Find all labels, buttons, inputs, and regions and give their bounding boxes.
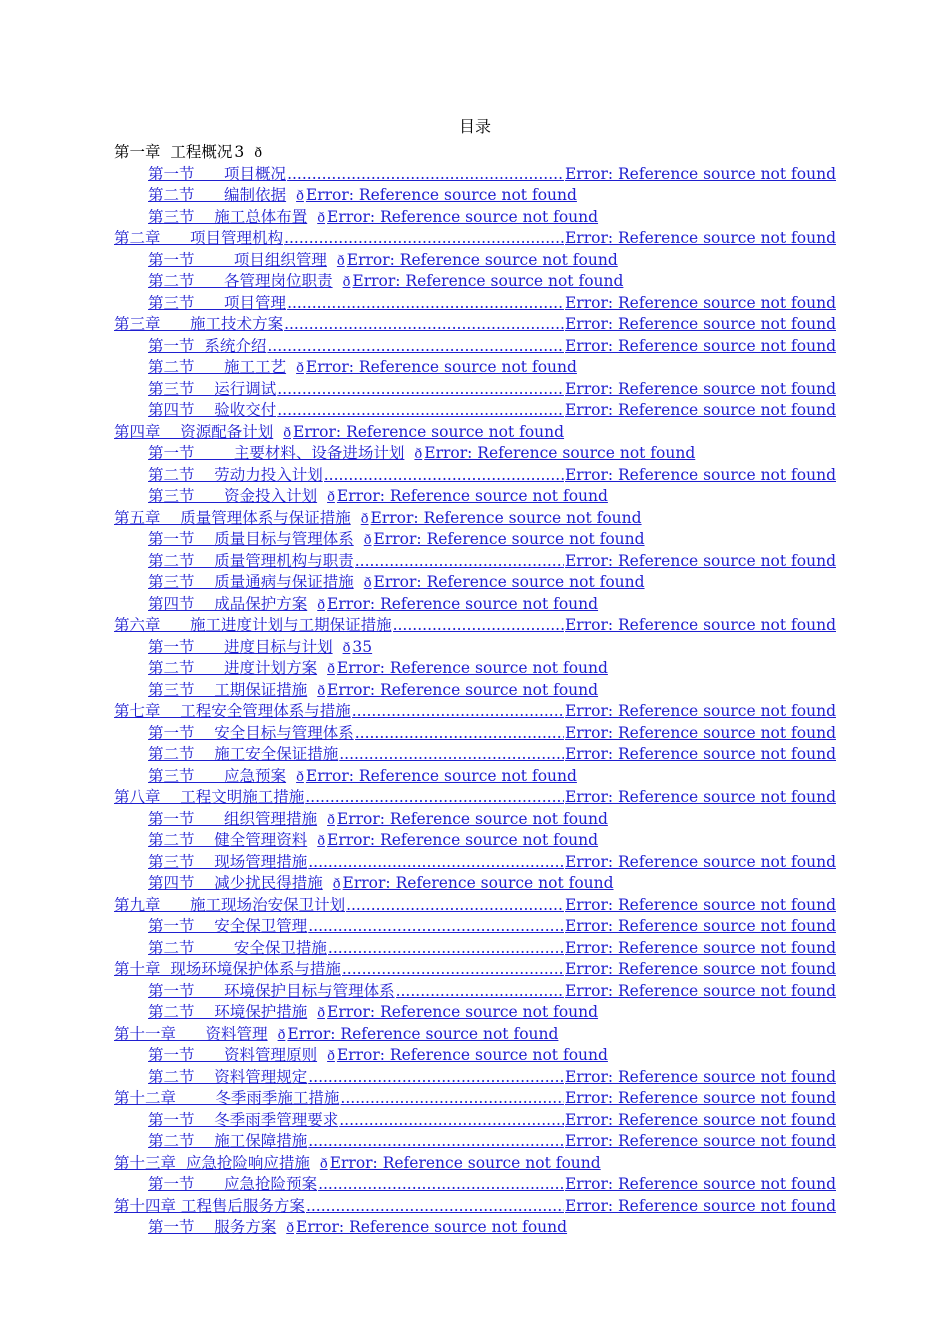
toc-entry-label: 第十二章 冬季雨季施工措施 bbox=[114, 1089, 340, 1107]
toc-section-entry[interactable] bbox=[114, 1217, 836, 1239]
toc-section-entry[interactable] bbox=[114, 336, 836, 358]
toc-page-ref: Error: Reference source not found bbox=[305, 358, 577, 376]
toc-page-ref: Error: Reference source not found bbox=[293, 422, 565, 441]
toc-section-entry[interactable] bbox=[114, 680, 836, 702]
toc-section-entry[interactable] bbox=[114, 465, 836, 487]
toc-dot-leader bbox=[339, 744, 564, 766]
toc-entry-label: 第二节 施工工艺 bbox=[148, 358, 287, 376]
toc-entry-label: 第三节 施工总体布置 bbox=[148, 207, 308, 226]
toc-dot-leader bbox=[308, 852, 564, 874]
toc-dot-leader bbox=[306, 1196, 564, 1218]
toc-dot-leader bbox=[308, 1131, 564, 1153]
toc-page-ref: Error: Reference source not found bbox=[564, 551, 836, 570]
toc-page-ref: Error: Reference source not found bbox=[564, 723, 836, 742]
toc-section-entry[interactable] bbox=[114, 852, 836, 874]
toc-entry-label: 第一节 安全保卫管理 bbox=[148, 917, 308, 935]
toc-field-marker: ð bbox=[327, 812, 335, 828]
toc-field-marker: ð bbox=[296, 361, 304, 376]
toc-page-ref: Error: Reference source not found bbox=[564, 702, 836, 720]
toc-dot-leader bbox=[284, 228, 564, 250]
toc-entry-label: 第一节 项目组织管理 bbox=[148, 250, 327, 269]
toc-entry-label: 第一节 服务方案 bbox=[148, 1218, 277, 1236]
toc-entry-label: 第四节 减少扰民得措施 bbox=[148, 874, 323, 892]
toc-field-marker: ð bbox=[317, 1006, 326, 1021]
toc-entry-label: 第一节 环境保护目标与管理体系 bbox=[148, 981, 395, 1000]
toc-field-marker: ð bbox=[327, 662, 335, 677]
toc-section-entry[interactable] bbox=[114, 981, 836, 1003]
toc-field-marker: ð bbox=[336, 253, 345, 269]
toc-entry-label: 第一节 进度目标与计划 bbox=[148, 637, 333, 656]
toc-page-ref: Error: Reference source not found bbox=[564, 745, 836, 763]
toc-entry-label: 第三节 质量通病与保证措施 bbox=[148, 573, 354, 591]
toc-entry-label: 第三章 施工技术方案 bbox=[114, 315, 284, 333]
toc-section-entry[interactable] bbox=[114, 1045, 836, 1067]
toc-entry-label: 第三节 应急预案 bbox=[148, 766, 287, 785]
toc-entry-label: 第二节 施工保障措施 bbox=[148, 1132, 308, 1150]
toc-page-ref: Error: Reference source not found bbox=[564, 1067, 836, 1086]
toc-chapter-entry[interactable] bbox=[114, 615, 836, 637]
toc-chapter-entry[interactable] bbox=[114, 1153, 836, 1175]
toc-page-ref: Error: Reference source not found bbox=[564, 981, 836, 1000]
toc-chapter-entry[interactable] bbox=[114, 1088, 836, 1110]
toc-chapter-entry[interactable] bbox=[114, 701, 836, 723]
toc-page-ref: Error: Reference source not found bbox=[564, 852, 836, 871]
toc-field-marker: ð bbox=[332, 877, 341, 892]
toc-field-marker: ð bbox=[319, 1156, 328, 1172]
toc-entry-label: 第三节 工期保证措施 bbox=[148, 680, 308, 699]
toc-dot-leader bbox=[318, 1174, 564, 1196]
toc-page-ref: Error: Reference source not found bbox=[564, 1132, 836, 1150]
toc-page-ref: Error: Reference source not found bbox=[373, 530, 645, 548]
toc-entry-label: 第一节 冬季雨季管理要求 bbox=[148, 1110, 339, 1129]
toc-section-entry[interactable] bbox=[114, 1174, 836, 1196]
toc-section-entry[interactable] bbox=[114, 766, 836, 788]
toc-section-entry[interactable] bbox=[114, 744, 836, 766]
toc-page-ref: Error: Reference source not found bbox=[564, 336, 836, 355]
toc-field-marker: ð bbox=[414, 447, 423, 462]
toc-page-ref: Error: Reference source not found bbox=[564, 465, 836, 484]
toc-section-entry[interactable] bbox=[114, 379, 836, 401]
toc-dot-leader bbox=[324, 465, 564, 487]
toc-dot-leader bbox=[287, 293, 564, 315]
toc-field-marker: ð bbox=[286, 1221, 295, 1236]
toc-section-entry[interactable] bbox=[114, 658, 836, 680]
toc-dot-leader bbox=[355, 723, 564, 745]
toc-page-ref: Error: Reference source not found bbox=[296, 1218, 568, 1236]
toc-page-ref: 35 bbox=[352, 637, 373, 656]
toc-page-ref: Error: Reference source not found bbox=[287, 1024, 559, 1043]
toc-field-marker: ð bbox=[317, 597, 326, 613]
toc-field-marker: ð bbox=[342, 275, 351, 290]
toc-section-entry[interactable] bbox=[114, 594, 836, 616]
toc-dot-leader bbox=[396, 981, 564, 1003]
toc-dot-leader bbox=[393, 615, 564, 637]
toc-page-ref: Error: Reference source not found bbox=[564, 379, 836, 398]
toc-field-marker: ð bbox=[283, 425, 292, 441]
toc-section-entry[interactable] bbox=[114, 809, 836, 831]
toc-section-entry[interactable] bbox=[114, 1067, 836, 1089]
toc-page-ref: Error: Reference source not found bbox=[336, 659, 608, 677]
toc-dot-leader bbox=[305, 787, 564, 809]
toc-page-ref: Error: Reference source not found bbox=[370, 508, 642, 527]
toc-entry-label: 第一节 应急抢险预案 bbox=[148, 1175, 318, 1193]
toc-page-ref: Error: Reference source not found bbox=[305, 186, 577, 204]
toc-section-entry[interactable] bbox=[114, 529, 836, 551]
toc-dot-leader bbox=[328, 938, 564, 960]
toc-dot-leader bbox=[352, 701, 564, 723]
toc-page-ref: Error: Reference source not found bbox=[564, 315, 836, 333]
toc-field-marker: ð bbox=[317, 683, 326, 699]
toc-dot-leader bbox=[339, 1110, 564, 1132]
toc-chapter-entry[interactable] bbox=[114, 422, 836, 444]
toc-section-entry[interactable] bbox=[114, 1002, 836, 1024]
toc-dot-leader bbox=[277, 379, 564, 401]
toc-entry-label: 第二节 劳动力投入计划 bbox=[148, 465, 323, 484]
toc-page-ref: Error: Reference source not found bbox=[564, 1175, 836, 1193]
toc-entry-label: 第三节 资金投入计划 bbox=[148, 487, 318, 505]
toc-page-ref: Error: Reference source not found bbox=[342, 874, 614, 892]
toc-page-ref: Error: Reference source not found bbox=[305, 766, 577, 785]
toc-entry-label: 第四节 成品保护方案 bbox=[148, 594, 308, 613]
toc-page-ref: Error: Reference source not found bbox=[564, 1196, 836, 1215]
toc-section-entry[interactable] bbox=[114, 572, 836, 594]
toc-section-entry[interactable] bbox=[114, 271, 836, 293]
toc-field-marker: ð bbox=[360, 511, 369, 527]
toc-entry-label: 第六章 施工进度计划与工期保证措施 bbox=[114, 616, 392, 634]
toc-page-ref: Error: Reference source not found bbox=[564, 293, 836, 312]
toc-section-entry[interactable] bbox=[114, 164, 836, 186]
toc-field-marker: ð bbox=[363, 576, 372, 591]
toc-page-ref: Error: Reference source not found bbox=[327, 831, 599, 849]
toc-page-ref: Error: Reference source not found bbox=[327, 680, 599, 699]
toc-chapter-entry[interactable] bbox=[114, 959, 836, 981]
toc-entry-label: 第一节 资料管理原则 bbox=[148, 1046, 318, 1064]
toc-entry-label: 第二节 安全保卫措施 bbox=[148, 938, 327, 957]
toc-dot-leader bbox=[342, 959, 564, 981]
toc-dot-leader bbox=[308, 1067, 564, 1089]
toc-field-marker: ð bbox=[277, 1027, 286, 1043]
toc-section-entry[interactable] bbox=[114, 551, 836, 573]
toc-entry-label: 第二节 编制依据 bbox=[148, 186, 287, 204]
toc-entry-label: 第一节 主要材料、设备进场计划 bbox=[148, 444, 405, 462]
toc-section-entry[interactable] bbox=[114, 1110, 836, 1132]
toc-page-ref: Error: Reference source not found bbox=[336, 1046, 608, 1064]
toc-section-entry[interactable] bbox=[114, 486, 836, 508]
toc-entry-label: 第三节 现场管理措施 bbox=[148, 852, 308, 871]
toc-field-marker: ð bbox=[296, 189, 304, 204]
toc-page-ref: Error: Reference source not found bbox=[564, 960, 836, 978]
toc-page-ref: Error: Reference source not found bbox=[564, 229, 836, 247]
toc-chapter-entry[interactable] bbox=[114, 1024, 836, 1046]
toc-page-ref: Error: Reference source not found bbox=[346, 250, 618, 269]
toc-field-marker: ð bbox=[317, 834, 326, 849]
toc-dot-leader bbox=[284, 314, 564, 336]
toc-entry-label: 第三节 项目管理 bbox=[148, 293, 287, 312]
toc-page-ref: 3 bbox=[234, 143, 245, 161]
toc-field-marker: ð bbox=[327, 490, 335, 505]
toc-entry-label: 第一节 质量目标与管理体系 bbox=[148, 530, 354, 548]
toc-chapter-entry[interactable] bbox=[114, 228, 836, 250]
toc-page-ref: Error: Reference source not found bbox=[564, 788, 836, 806]
toc-page-ref: Error: Reference source not found bbox=[564, 1089, 836, 1107]
toc-title: 目录 bbox=[458, 117, 491, 136]
toc-section-entry[interactable] bbox=[114, 293, 836, 315]
toc-page-ref: Error: Reference source not found bbox=[336, 809, 608, 828]
toc-page-ref: Error: Reference source not found bbox=[564, 917, 836, 935]
toc-entry-label: 第三节 运行调试 bbox=[148, 379, 277, 398]
toc-page-ref: Error: Reference source not found bbox=[329, 1153, 601, 1172]
toc-dot-leader bbox=[346, 895, 564, 917]
toc-field-marker: ð bbox=[363, 533, 372, 548]
toc-entry-label: 第一节 系统介绍 bbox=[148, 336, 267, 355]
toc-section-entry[interactable] bbox=[114, 723, 836, 745]
toc-chapter-entry[interactable] bbox=[114, 787, 836, 809]
toc-section-entry[interactable] bbox=[114, 938, 836, 960]
toc-entry-label: 第九章 施工现场治安保卫计划 bbox=[114, 895, 346, 914]
toc-page-ref: Error: Reference source not found bbox=[564, 616, 836, 634]
toc-entry-label: 第十三章 应急抢险响应措施 bbox=[114, 1153, 310, 1172]
toc-page-ref: Error: Reference source not found bbox=[352, 272, 624, 290]
toc-dot-leader bbox=[308, 916, 564, 938]
toc-section-entry[interactable] bbox=[114, 400, 836, 422]
toc-entry-label: 第十章 现场环境保护体系与措施 bbox=[114, 960, 341, 978]
toc-entry-label: 第七章 工程安全管理体系与措施 bbox=[114, 702, 351, 720]
toc-chapter-entry[interactable] bbox=[114, 508, 836, 530]
toc-field-marker: ð bbox=[296, 769, 304, 785]
toc-dot-leader bbox=[277, 400, 564, 422]
toc-page-ref: Error: Reference source not found bbox=[373, 573, 645, 591]
toc-section-entry[interactable] bbox=[114, 873, 836, 895]
toc-page-ref: Error: Reference source not found bbox=[327, 207, 599, 226]
toc-page-ref: Error: Reference source not found bbox=[564, 1110, 836, 1129]
toc-entry-label: 第二节 施工安全保证措施 bbox=[148, 745, 339, 763]
toc-dot-leader bbox=[355, 551, 564, 573]
toc-entry-label: 第一节 项目概况 bbox=[148, 164, 287, 183]
toc-chapter-entry[interactable] bbox=[114, 1196, 836, 1218]
toc-chapter-entry[interactable] bbox=[114, 314, 836, 336]
toc-entry-label: 第四节 验收交付 bbox=[148, 401, 277, 419]
toc-field-marker: ð bbox=[317, 210, 326, 226]
toc-entry-label: 第二章 项目管理机构 bbox=[114, 229, 284, 247]
toc-entry-label: 第四章 资源配备计划 bbox=[114, 422, 274, 441]
toc-page-ref: Error: Reference source not found bbox=[424, 444, 696, 462]
toc-page-ref: Error: Reference source not found bbox=[327, 594, 599, 613]
toc-entry-label: 第一节 组织管理措施 bbox=[148, 809, 318, 828]
toc-entry-label: 第十四章 工程售后服务方案 bbox=[114, 1196, 305, 1215]
toc-entry-label: 第二节 健全管理资料 bbox=[148, 831, 308, 849]
toc-chapter-entry bbox=[114, 142, 836, 164]
toc-field-marker: ð bbox=[342, 640, 351, 656]
toc-section-entry[interactable] bbox=[114, 916, 836, 938]
toc-page-ref: Error: Reference source not found bbox=[327, 1003, 599, 1021]
toc-entry-label: 第五章 质量管理体系与保证措施 bbox=[114, 508, 351, 527]
toc-section-entry[interactable] bbox=[114, 207, 836, 229]
toc-entry-label: 第二节 进度计划方案 bbox=[148, 659, 318, 677]
toc-entry-label: 第二节 各管理岗位职责 bbox=[148, 272, 333, 290]
toc-section-entry[interactable] bbox=[114, 357, 836, 379]
toc-entry-label: 第二节 质量管理机构与职责 bbox=[148, 551, 354, 570]
table-of-contents bbox=[114, 142, 836, 1239]
toc-section-entry[interactable] bbox=[114, 443, 836, 465]
toc-page-ref: Error: Reference source not found bbox=[564, 938, 836, 957]
toc-section-entry[interactable] bbox=[114, 185, 836, 207]
toc-entry-label: 第二节 资料管理规定 bbox=[148, 1067, 308, 1086]
toc-entry-label: 第八章 工程文明施工措施 bbox=[114, 788, 305, 806]
toc-page-ref: Error: Reference source not found bbox=[564, 401, 836, 419]
toc-page-ref: Error: Reference source not found bbox=[564, 164, 836, 183]
toc-entry-label: 第一章 工程概况 bbox=[114, 143, 233, 161]
toc-page-ref: Error: Reference source not found bbox=[336, 487, 608, 505]
toc-section-entry[interactable] bbox=[114, 1131, 836, 1153]
toc-dot-leader bbox=[267, 336, 564, 358]
toc-entry-label: 第十一章 资料管理 bbox=[114, 1024, 268, 1043]
toc-section-entry[interactable] bbox=[114, 250, 836, 272]
toc-field-marker: ð bbox=[254, 146, 263, 161]
toc-entry-label: 第二节 环境保护措施 bbox=[148, 1003, 308, 1021]
toc-dot-leader bbox=[287, 164, 564, 186]
toc-chapter-entry[interactable] bbox=[114, 895, 836, 917]
toc-dot-leader bbox=[340, 1088, 564, 1110]
toc-section-entry[interactable] bbox=[114, 830, 836, 852]
toc-section-entry[interactable] bbox=[114, 637, 836, 659]
toc-page-ref: Error: Reference source not found bbox=[564, 895, 836, 914]
toc-entry-label: 第一节 安全目标与管理体系 bbox=[148, 723, 354, 742]
toc-field-marker: ð bbox=[327, 1049, 335, 1064]
